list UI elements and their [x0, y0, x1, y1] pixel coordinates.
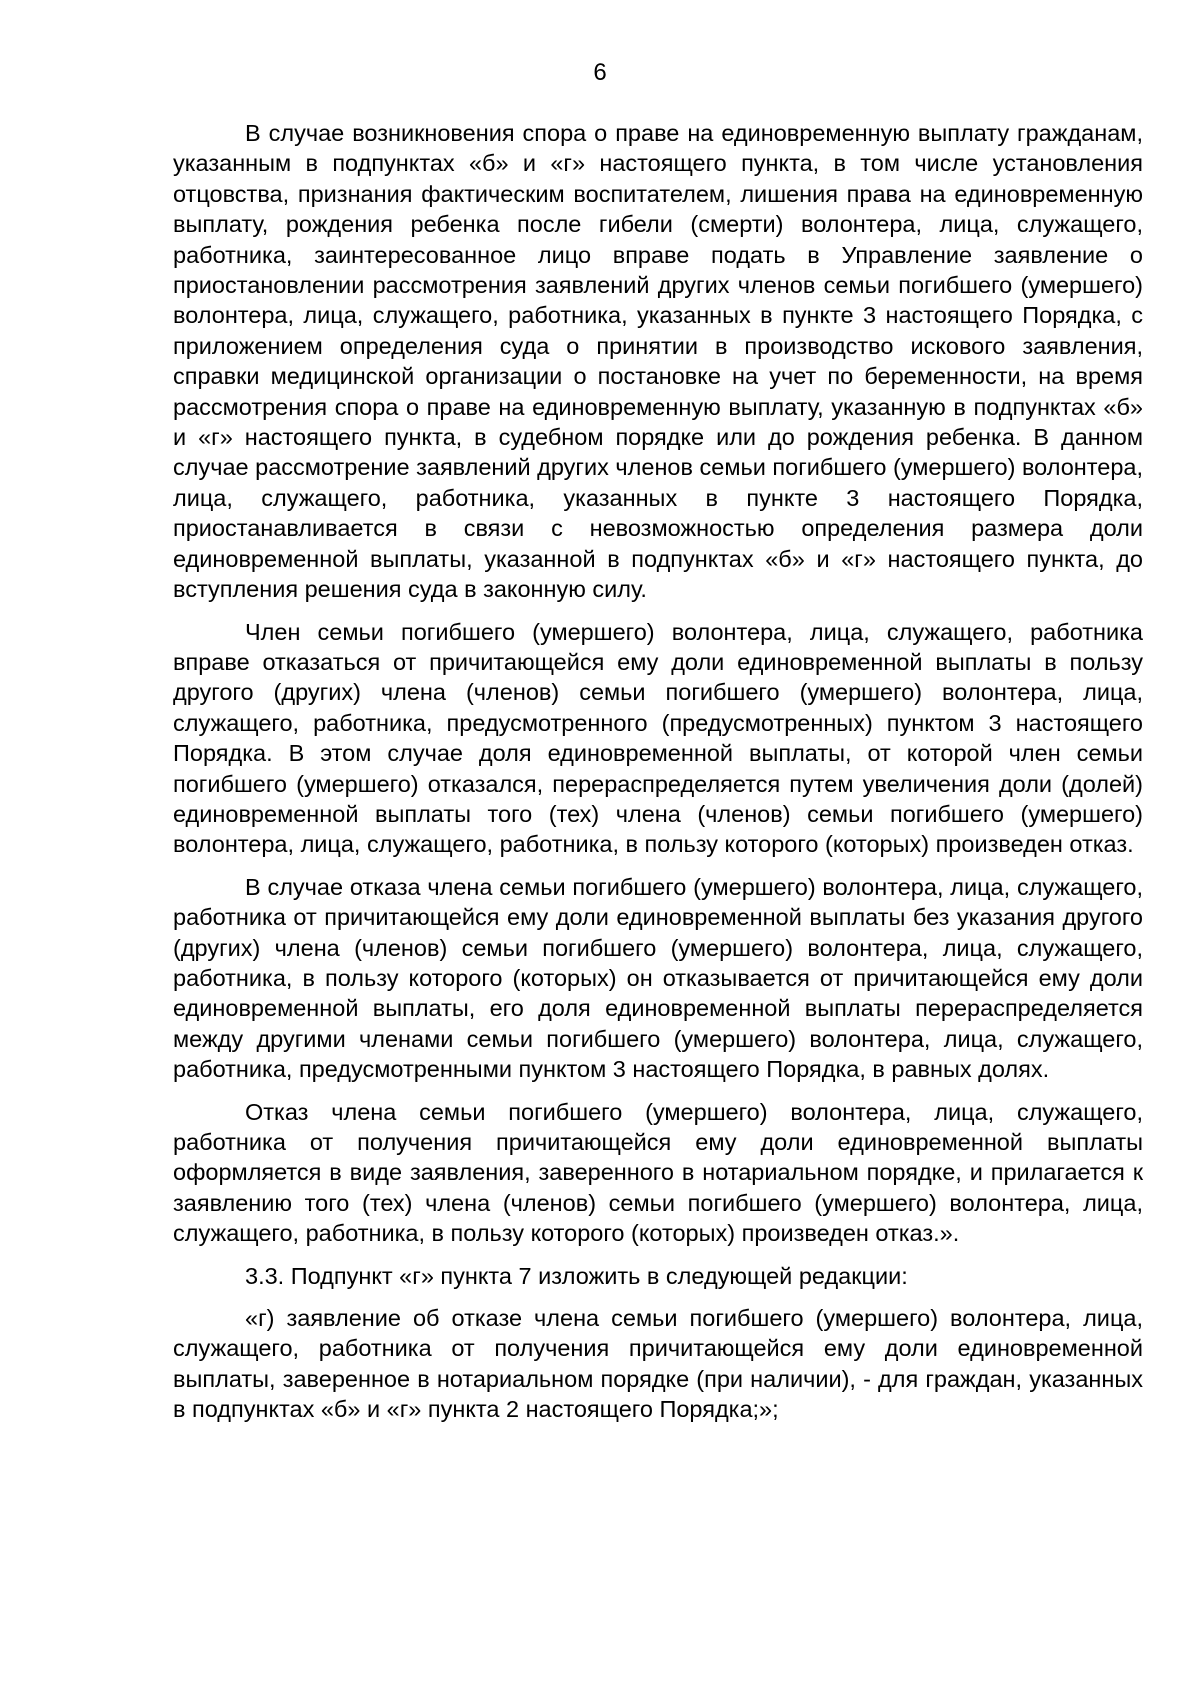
paragraph-refusal-form: Отказ члена семьи погибшего (умершего) волонтера, лица, служащего, работника от получения причитающейся ему доли единовременной выплаты оформляется в виде заявления, заверенного в нотариальном порядке, и прилагается к заявлению того (тех) члена (членов) семьи погибшего (умершего) волонтера, лица, служащего, работника, в пользу которого (которых) произведен отказ.». [173, 1098, 1143, 1247]
paragraph-amendment-3-3: 3.3. Подпункт «г» пункта 7 изложить в следующей редакции: [245, 1262, 908, 1289]
page-number: 6 [593, 59, 607, 86]
paragraph-subpoint-g: «г) заявление об отказе члена семьи погибшего (умершего) волонтера, лица, служащего, работника от получения причитающейся ему доли единовременной выплаты, заверенное в нотариальном порядке (при наличии), - для граждан, указанных в подпунктах «б» и «г» пункта 2 настоящего Порядка;»; [173, 1305, 1143, 1423]
document-body [173, 118, 1143, 1437]
paragraph-dispute: В случае возникновения спора о праве на единовременную выплату гражданам, указанным в подпунктах «б» и «г» настоящего пункта, в том числе установления отцовства, признания фактическим воспитателем, лишения права на единовременную выплату, рождения ребенка после гибели (смерти) волонтера, лица, служащего, работника, заинтересованное лицо вправе подать в Управление заявление о приостановлении рассмотрения заявлений других членов семьи погибшего (умершего) волонтера, лица, служащего, работника, указанных в пункте 3 настоящего Порядка, с приложением определения суда о принятии в производство искового заявления, справки медицинской организации о постановке на учет по беременности, на время рассмотрения спора о праве на единовременную выплату, указанную в подпунктах «б» и «г» настоящего пункта, в судебном порядке или до рождения ребенка. В данном случае рассмотрение заявлений других членов семьи погибшего (умершего) волонтера, лица, служащего, работника, указанных в пункте 3 настоящего Порядка, приостанавливается в связи с невозможностью определения размера доли единовременной выплаты, указанной в подпунктах «б» и «г» настоящего пункта, до вступления решения суда в законную силу. [173, 120, 1143, 603]
paragraph-family-member-refusal: Член семьи погибшего (умершего) волонтера, лица, служащего, работника вправе отказаться от причитающейся ему доли единовременной выплаты в пользу другого (других) члена (членов) семьи погибшего (умершего) волонтера, лица, служащего, работника, предусмотренного (предусмотренных) пунктом 3 настоящего Порядка. В этом случае доля единовременной выплаты, от которой член семьи погибшего (умершего) отказался, перераспределяется путем увеличения доли (долей) единовременной выплаты того (тех) члена (членов) семьи погибшего (умершего) волонтера, лица, служащего, работника, в пользу которого (которых) произведен отказ. [173, 618, 1143, 858]
paragraph-refusal-without-designation: В случае отказа члена семьи погибшего (умершего) волонтера, лица, служащего, работника от причитающейся ему доли единовременной выплаты без указания другого (других) члена (членов) семьи погибшего (умершего) волонтера, лица, служащего, работника, в пользу которого (которых) он отказывается от причитающейся ему доли единовременной выплаты, его доля единовременной выплаты перераспределяется между другими членами семьи погибшего (умершего) волонтера, лица, служащего, работника, предусмотренными пунктом 3 настоящего Порядка, в равных долях. [173, 873, 1143, 1083]
